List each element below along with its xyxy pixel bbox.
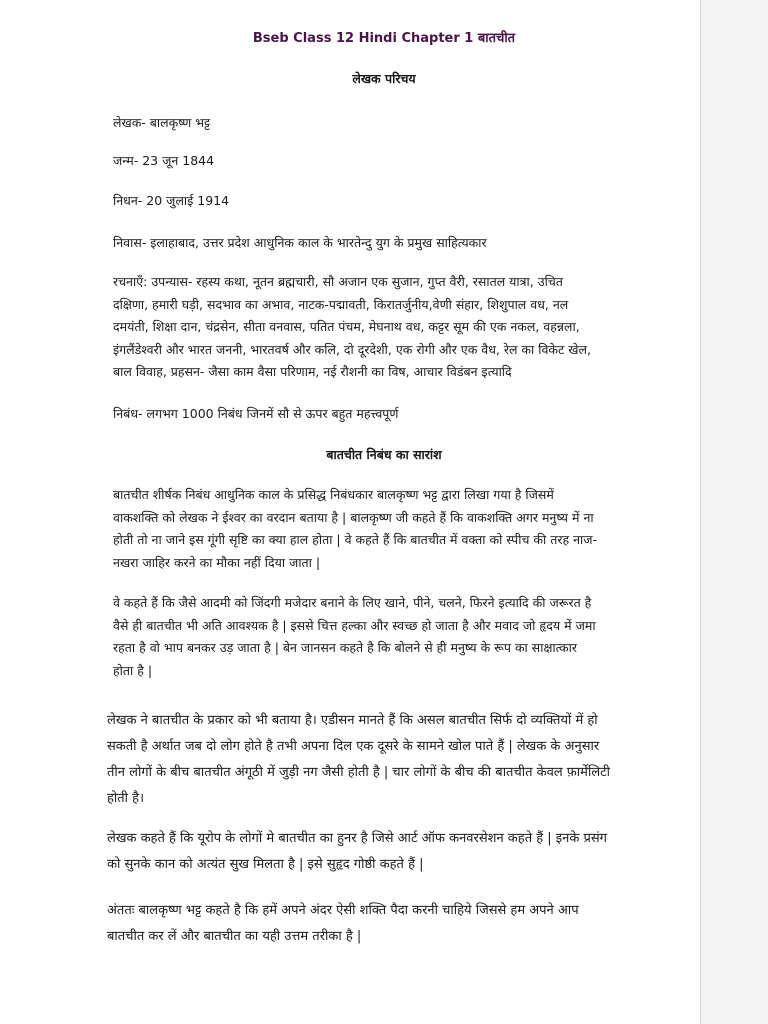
- author-line: लेखक- बालकृष्ण भट्ट: [113, 115, 211, 130]
- essays-line: निबंध- लगभग 1000 निबंध जिनमें सौ से ऊपर बहुत महत्त्वपूर्ण: [113, 406, 399, 421]
- paragraph-line: होती है।: [107, 791, 145, 806]
- paragraph-line: को सुनके कान को अत्यंत सुख मिलता है | इसे सुहृद गोष्ठी कहते हैं |: [107, 857, 424, 872]
- document-title: Bseb Class 12 Hindi Chapter 1 बातचीत: [252, 31, 516, 46]
- paragraph-line: वाकशक्ति को लेखक ने ईश्वर का वरदान बताया है | बालकृष्ण जी कहते हैं कि वाकशक्ति अगर मनुष्य में ना: [113, 509, 594, 525]
- paragraph-line: होता है |: [113, 662, 153, 678]
- works-line: इंगलैंडेश्वरी और भारत जननी, भारतवर्ष और कलि, दो दूरदेशी, एक रोगी और एक वैध, रेल का विकेट खेल,: [113, 341, 591, 357]
- birth-line: जन्म- 23 जून 1844: [113, 153, 215, 168]
- paragraph-line: लेखक ने बातचीत के प्रकार को भी बताया है। एडीसन मानते हैं कि असल बातचीत सिर्फ दो व्यक्तियों में हो: [107, 713, 598, 728]
- paragraph-line: बातचीत कर लें और बातचीत का यही उत्तम तरीका है |: [107, 929, 362, 944]
- paragraph-line: रहता है वो भाप बनकर उड़ जाता है | बेन जानसन कहते है कि बोलने से ही मनुष्य के रूप का साक्षात्कार: [113, 640, 577, 655]
- summary-paragraph-3: [107, 708, 667, 812]
- works-line: दमयंती, शिक्षा दान, चंद्रसेन, सीता वनवास, पतित पंचम, मेघनाथ वध, कट्टर सूम की एक नकल, वहन्नला,: [113, 319, 580, 334]
- summary-paragraph-5: [107, 898, 667, 950]
- works-line: बाल विवाह, प्रहसन- जैसा काम वैसा परिणाम, नई रौशनी का विष, आचार विडंबन इत्यादि: [113, 364, 512, 379]
- works-line: रचनाएँ: उपन्यास- रहस्य कथा, नूतन ब्रह्मचारी, सौ अजान एक सुजान, गुप्त वैरी, रसातल यात्रा, उचित: [113, 274, 563, 289]
- summary-paragraph-1: [113, 484, 653, 574]
- paragraph-line: बातचीत शीर्षक निबंध आधुनिक काल के प्रसिद्ध निबंधकार बालकृष्ण भट्ट द्वारा लिखा गया है जिसमें: [113, 487, 554, 502]
- works-line: दक्षिणा, हमारी घड़ी, सदभाव का अभाव, नाटक-पद्मावती, किरातर्जुनीय,वेणी संहार, शिशुपाल वध, नल: [113, 296, 569, 312]
- works-paragraph: [113, 271, 653, 384]
- death-line: निधन- 20 जुलाई 1914: [113, 193, 230, 208]
- paragraph-line: सकती है अर्थात जब दो लोग होते है तभी अपना दिल एक दूसरे के सामने खोल पाते हैं | लेखक के अनुसार: [107, 739, 600, 754]
- paragraph-line: तीन लोगों के बीच बातचीत अंगूठी में जुड़ी नग जैसी होती है | चार लोगों के बीच की बातचीत केवल फ़ार्मेलिटी: [107, 765, 611, 780]
- paragraph-line: अंततः बालकृष्ण भट्ट कहते है कि हमें अपने अंदर ऐसी शक्ति पैदा करनी चाहिये जिससे हम अपने आप: [107, 903, 579, 918]
- summary-paragraph-4: [107, 826, 667, 878]
- paragraph-line: लेखक कहते हैं कि यूरोप के लोगों मे बातचीत का हुनर है जिसे आर्ट ऑफ कनवरसेशन कहते हैं | इनके प्रसंग: [107, 831, 607, 846]
- paragraph-line: वैसे ही बातचीत भी अति आवश्यक है | इससे चित्त हल्का और स्वच्छ हो जाता है और मवाद जो हृदय में जमा: [113, 617, 596, 633]
- paragraph-line: नखरा जाहिर करने का मौका नहीं दिया जाता |: [113, 554, 321, 570]
- residence-line: निवास- इलाहाबाद, उत्तर प्रदेश आधुनिक काल के भारतेन्दु युग के प्रमुख साहित्यकार: [113, 235, 487, 250]
- paragraph-line: वे कहते हैं कि जैसे आदमी को जिंदगी मजेदार बनाने के लिए खाने, पीने, चलने, फिरने इत्यादि की जरूरत है: [113, 595, 592, 610]
- section-heading-author-intro: लेखक परिचय: [352, 71, 416, 86]
- paragraph-line: होती तो ना जाने इस गूंगी सृष्टि का क्या हाल होता | वे कहते हैं कि बातचीत में वक्ता को स्पीच की तरह नाज-: [113, 532, 598, 547]
- section-heading-summary: बातचीत निबंध का सारांश: [326, 447, 442, 462]
- summary-paragraph-2: [113, 592, 653, 682]
